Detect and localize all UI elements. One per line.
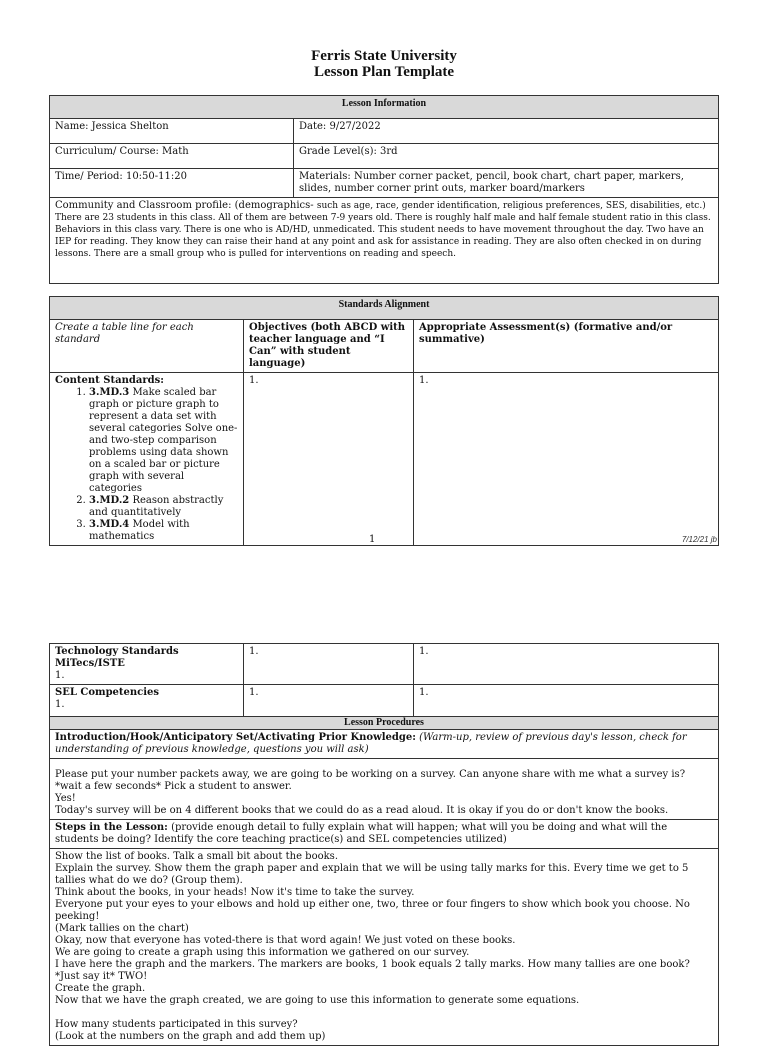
teacher-name: Name: Jessica Shelton [50, 119, 294, 144]
revision-date: 7/12/21 jb [681, 535, 717, 544]
profile-text: There are 23 students in this class. All of them are between 7-9 years old. There is roughly half male and half female student ratio in this class. Behaviors in this class vary. There is one who is AD/HD, unmedicated. This student needs to have movement throughout the day. Two have an IEP for reading. They know they can raise their hand at any point and ask for assistance in reading. They are also often checked in on during lessons. There are a small group who is pulled for interventions on reading and speech. [55, 213, 711, 259]
list-item: 3. 3.MD.4 Model with mathematics [89, 519, 238, 543]
lesson-procedures-heading: Lesson Procedures [50, 717, 719, 730]
technology-standards-cell [50, 644, 244, 685]
steps-header-cell [50, 820, 719, 849]
list-item: 1. 3.MD.3 Make scaled bar graph or picture graph to represent a data set with several categories Solve one-and two-step comparison problems using data shown on a scaled bar or picture graph with several categories [89, 387, 238, 495]
technology-assessment-cell: 1. [414, 644, 719, 685]
standards-col-objectives: Objectives (both ABCD with teacher language and “I Can” with student language) [244, 320, 414, 373]
standards-continued-table [49, 643, 719, 722]
steps-text: Show the list of books. Talk a small bit about the books. Explain the survey. Show them the graph paper and explain that we will be using tally marks for this. Every time we get to 5 tallies what do we do? (Group them). Think about the books, in your heads! Now it's time to take the survey. Everyone put your eyes to your elbows and hold up either one, two, three or four fingers to show which book you choose. No peeking! (Mark tallies on the chart) Okay, now that everyone has voted-there is that word again! We just voted on these books. We are going to create a graph using this information we gathered on our survey. I have here the graph and the markers. The markers are books, 1 book equals 2 tally marks. How many tallies are one book? *Just say it* TWO! Create the graph. Now that we have the graph created, we are going to use this information to generate some equations. How many students participated in this survey? (Look at the numbers on the graph and add them up) [50, 849, 719, 1046]
standards-col-standard: Create a table line for each standard [50, 320, 244, 373]
template-name: Lesson Plan Template [313, 64, 455, 80]
page-number: 1 [369, 534, 376, 545]
technology-standards-item: 1. [55, 670, 65, 681]
sel-objectives-cell: 1. [244, 685, 414, 722]
page-2 [0, 560, 768, 1042]
sel-competencies-label: SEL Competencies [55, 687, 160, 698]
standards-heading: Standards Alignment [50, 297, 719, 320]
time-period: Time/ Period: 10:50-11:20 [50, 169, 294, 198]
introduction-hint: (Warm-up, review of previous day's lesson, check for understanding of previous knowledge, questions you will ask) [55, 732, 687, 755]
lesson-information-heading: Lesson Information [50, 96, 719, 119]
steps-label: Steps in the Lesson: [55, 822, 168, 833]
assessment-cell: 1. [414, 373, 719, 546]
document-title [0, 48, 768, 80]
profile-hint: such as age, race, gender identification, religious preferences, SES, disabilities, etc.) [316, 201, 706, 211]
sel-assessment-cell: 1. [414, 685, 719, 722]
university-name: Ferris State University [311, 48, 457, 64]
lesson-date: Date: 9/27/2022 [294, 119, 719, 144]
list-item: 2. 3.MD.2 Reason abstractly and quantitatively [89, 495, 238, 519]
materials: Materials: Number corner packet, pencil, book chart, chart paper, markers, slides, number corner print outs, marker board/markers [294, 169, 719, 198]
content-standards-list [55, 387, 238, 543]
objectives-cell: 1. [244, 373, 414, 546]
lesson-procedures-table [49, 716, 719, 1046]
profile-label: Community and Classroom profile: (demographics- [55, 200, 317, 211]
introduction-label: Introduction/Hook/Anticipatory Set/Activating Prior Knowledge: [55, 732, 416, 743]
steps-hint: (provide enough detail to fully explain what will happen; what will you be doing and what will the students be doing? Identify the core teaching practice(s) and SEL competencies utilized) [55, 822, 668, 845]
lesson-information-table [49, 95, 719, 284]
standards-col-assessment: Appropriate Assessment(s) (formative and/or summative) [414, 320, 719, 373]
course: Curriculum/ Course: Math [50, 144, 294, 169]
technology-standards-label: Technology Standards MiTecs/ISTE [55, 646, 179, 669]
classroom-profile [50, 198, 719, 284]
grade-level: Grade Level(s): 3rd [294, 144, 719, 169]
content-standards-cell [50, 373, 244, 546]
introduction-text: Please put your number packets away, we are going to be working on a survey. Can anyone share with me what a survey is? *wait a few seconds* Pick a student to answer. Yes! Today's survey will be on 4 different books that we could do as a read aloud. It is okay if you do or don't know the books. [50, 759, 719, 820]
technology-objectives-cell: 1. [244, 644, 414, 685]
content-standards-label: Content Standards: [55, 375, 164, 386]
sel-competencies-item: 1. [55, 699, 65, 710]
standards-alignment-table [49, 296, 719, 546]
introduction-header-cell [50, 730, 719, 759]
